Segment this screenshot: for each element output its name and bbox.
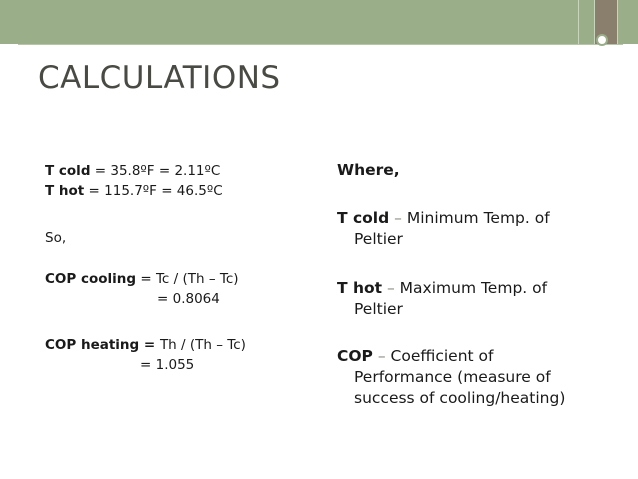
cop-heating-label: COP heating (45, 337, 140, 353)
t-cold-definition (337, 208, 607, 250)
t-cold-value: = 35.8ºF = 2.11ºC (90, 163, 221, 179)
t-hot-value: = 115.7ºF = 46.5ºC (84, 183, 223, 199)
t-hot-label: T hot (45, 183, 85, 199)
cop-definition-line1 (337, 346, 607, 367)
header-divider (18, 44, 623, 45)
cop-cooling-label: COP cooling (45, 271, 137, 287)
cop-dash: – (372, 347, 391, 365)
cop-cooling-line (45, 269, 239, 289)
t-cold-dash: – (389, 209, 407, 227)
header-band-segment (579, 0, 595, 44)
t-cold-definition-line1 (337, 208, 607, 229)
where-heading (337, 160, 607, 181)
cop-def-3: success of cooling/heating) (354, 389, 566, 407)
t-hot-term: T hot (337, 279, 383, 297)
t-hot-def-1: Maximum Temp. of (399, 279, 548, 297)
header-band-main (0, 0, 579, 44)
cop-heating-equals: = (139, 337, 160, 353)
t-cold-def-2: Peltier (354, 230, 403, 248)
t-cold-label: T cold (45, 163, 91, 179)
t-hot-definition-line1 (337, 278, 607, 299)
t-hot-definition (337, 278, 607, 320)
cop-cooling-result: = 0.8064 (157, 291, 220, 307)
header-band-segment (617, 0, 638, 44)
cop-heating-result: = 1.055 (140, 357, 195, 373)
t-hot-line (45, 181, 223, 201)
where-label: Where, (337, 161, 400, 179)
header-circle-ornament (596, 34, 608, 46)
so-line: So, (45, 230, 67, 246)
cop-term: COP (337, 347, 373, 365)
t-hot-def-2: Peltier (354, 300, 403, 318)
cop-def-1: Coefficient of (390, 347, 494, 365)
cop-heating-line (45, 335, 246, 355)
cop-heating-formula: Th / (Th – Tc) (159, 337, 246, 353)
cop-cooling-formula: = Tc / (Th – Tc) (136, 271, 239, 287)
decorative-header-band (0, 0, 638, 44)
cop-def-2: Performance (measure of (354, 368, 551, 386)
t-cold-line (45, 161, 220, 181)
t-hot-dash: – (382, 279, 400, 297)
t-cold-term: T cold (337, 209, 390, 227)
cop-definition (337, 346, 607, 409)
slide-title: CALCULATIONS (38, 60, 281, 96)
t-cold-def-1: Minimum Temp. of (406, 209, 550, 227)
